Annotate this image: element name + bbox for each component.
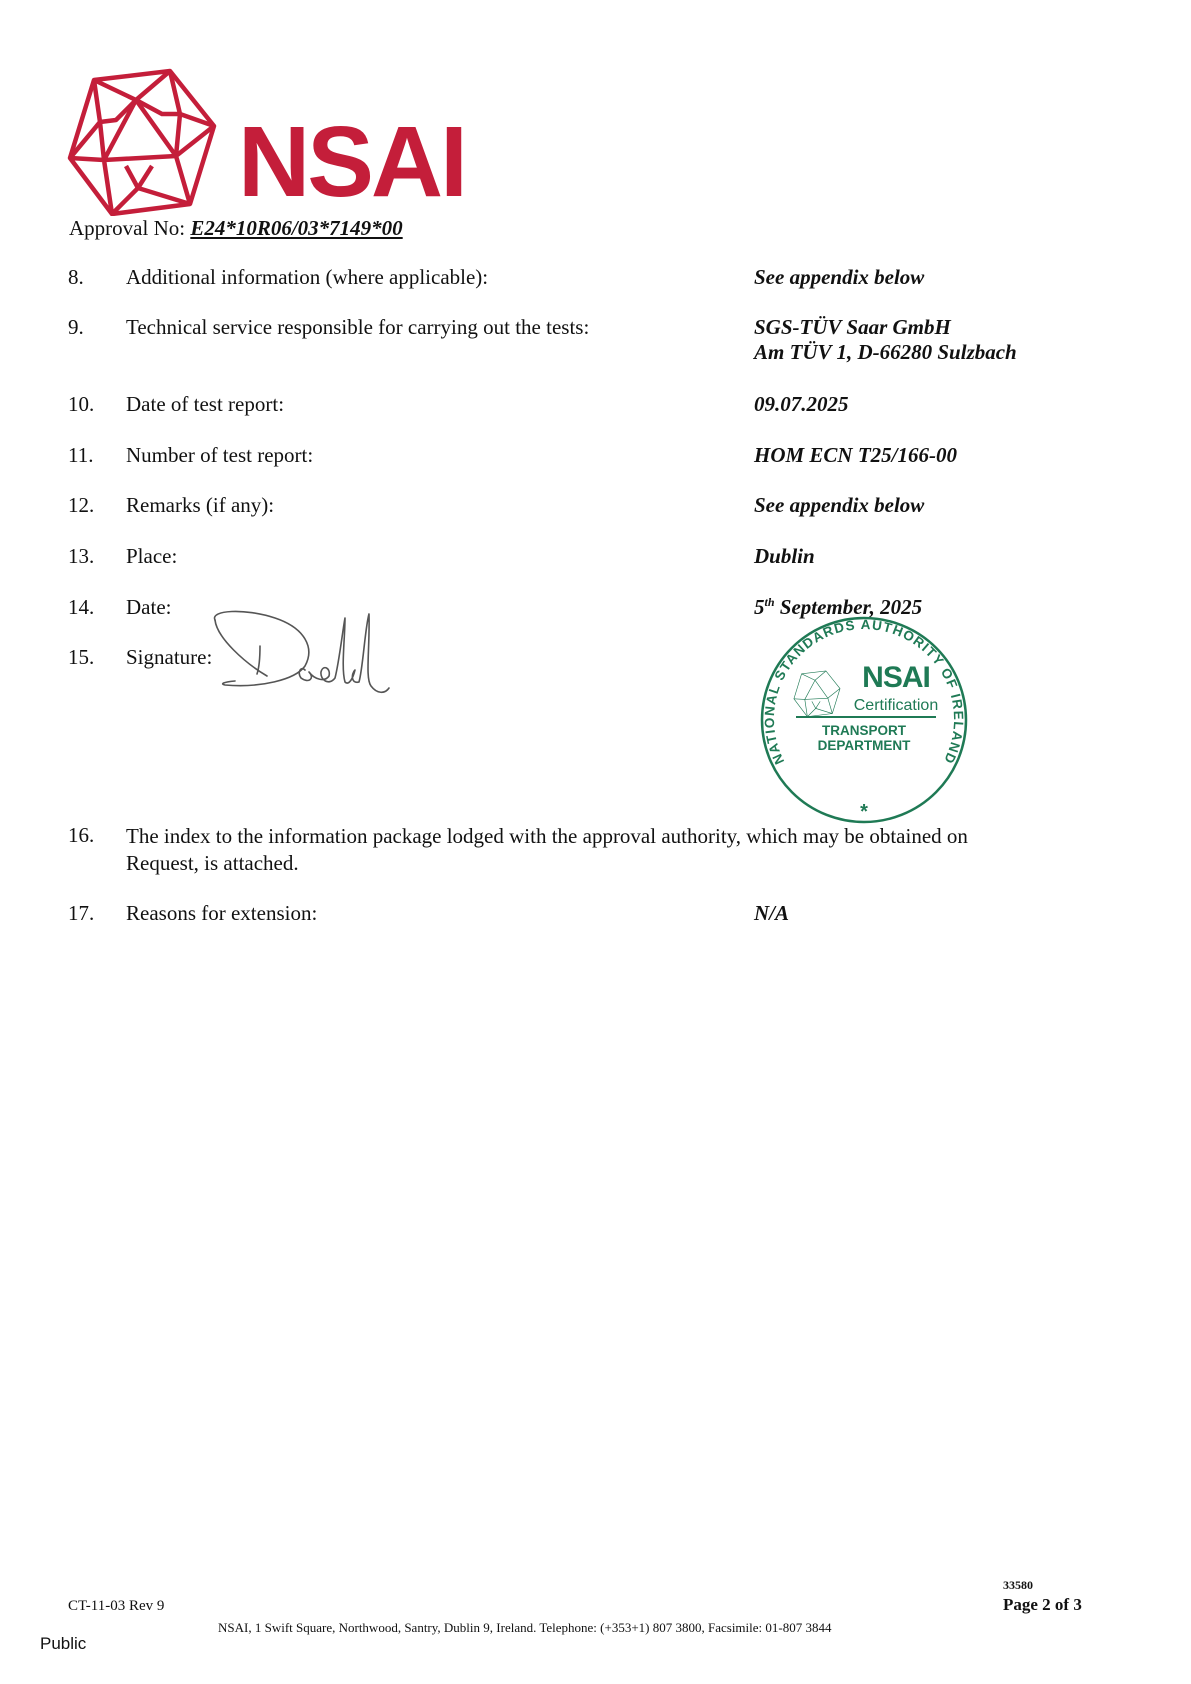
footer-doc-number: 33580 xyxy=(1003,1578,1033,1592)
item-11-number: 11. xyxy=(68,443,94,467)
footer-form-code: CT-11-03 Rev 9 xyxy=(68,1598,165,1614)
item-15-number: 15. xyxy=(68,645,95,669)
item-14-label: Date: xyxy=(126,595,172,619)
item-16-text: The index to the information package lodged with the approval authority, which may be obtained on Request, is attached. xyxy=(126,824,968,875)
item-17-number: 17. xyxy=(68,901,95,925)
date-rest: September, 2025 xyxy=(774,595,923,619)
item-15-label: Signature: xyxy=(126,645,213,669)
item-10-label: Date of test report: xyxy=(126,392,285,416)
item-12-value: See appendix below xyxy=(754,493,925,517)
item-16-number: 16. xyxy=(68,823,95,847)
stamp-transport: TRANSPORT xyxy=(822,723,906,738)
item-10-number: 10. xyxy=(68,392,95,416)
item-12-number: 12. xyxy=(68,493,95,517)
date-day: 5 xyxy=(754,595,765,619)
stamp-ring-text: NATIONAL STANDARDS AUTHORITY OF IRELAND xyxy=(761,617,967,767)
stamp-department: DEPARTMENT xyxy=(817,738,911,753)
item-11-label: Number of test report: xyxy=(126,443,314,467)
item-8-value: See appendix below xyxy=(754,265,925,289)
date-ordinal: th xyxy=(764,595,775,609)
footer-address: NSAI, 1 Swift Square, Northwood, Santry, Dublin 9, Ireland. Telephone: (+353+1) 807 3800, Facsimile: 01-807 3844 xyxy=(218,1620,832,1635)
approval-number-line xyxy=(69,216,403,241)
classification-label: Public xyxy=(40,1634,87,1653)
stamp-logo-text: NSAI xyxy=(862,661,930,694)
nsai-certification-stamp xyxy=(756,614,972,830)
item-14-number: 14. xyxy=(68,595,95,619)
signature-image xyxy=(205,608,395,703)
stamp-hexagon-icon xyxy=(794,671,840,717)
approval-number: E24*10R06/03*7149*00 xyxy=(190,216,403,240)
item-8-number: 8. xyxy=(68,265,84,289)
item-17-value: N/A xyxy=(754,901,790,925)
item-8-label: Additional information (where applicable): xyxy=(126,265,489,289)
item-17-label: Reasons for extension: xyxy=(126,901,318,925)
item-13-value: Dublin xyxy=(754,544,815,568)
item-11-value: HOM ECN T25/166-00 xyxy=(754,443,958,467)
item-9-value-line1: SGS-TÜV Saar GmbH xyxy=(754,315,951,339)
approval-label: Approval No: xyxy=(69,216,186,240)
item-9-number: 9. xyxy=(68,315,84,339)
item-9-value-line2: Am TÜV 1, D-66280 Sulzbach xyxy=(754,340,1017,364)
item-12-label: Remarks (if any): xyxy=(126,493,275,517)
logo-wordmark: NSAI xyxy=(238,106,465,218)
nsai-logo-icon xyxy=(64,68,224,216)
item-13-number: 13. xyxy=(68,544,95,568)
stamp-certification: Certification xyxy=(853,697,939,714)
stamp-star: * xyxy=(860,801,868,823)
footer-page-number: Page 2 of 3 xyxy=(1003,1595,1082,1614)
item-9-label: Technical service responsible for carrying out the tests: xyxy=(126,315,590,339)
item-13-label: Place: xyxy=(126,544,178,568)
item-10-value: 09.07.2025 xyxy=(754,392,849,416)
